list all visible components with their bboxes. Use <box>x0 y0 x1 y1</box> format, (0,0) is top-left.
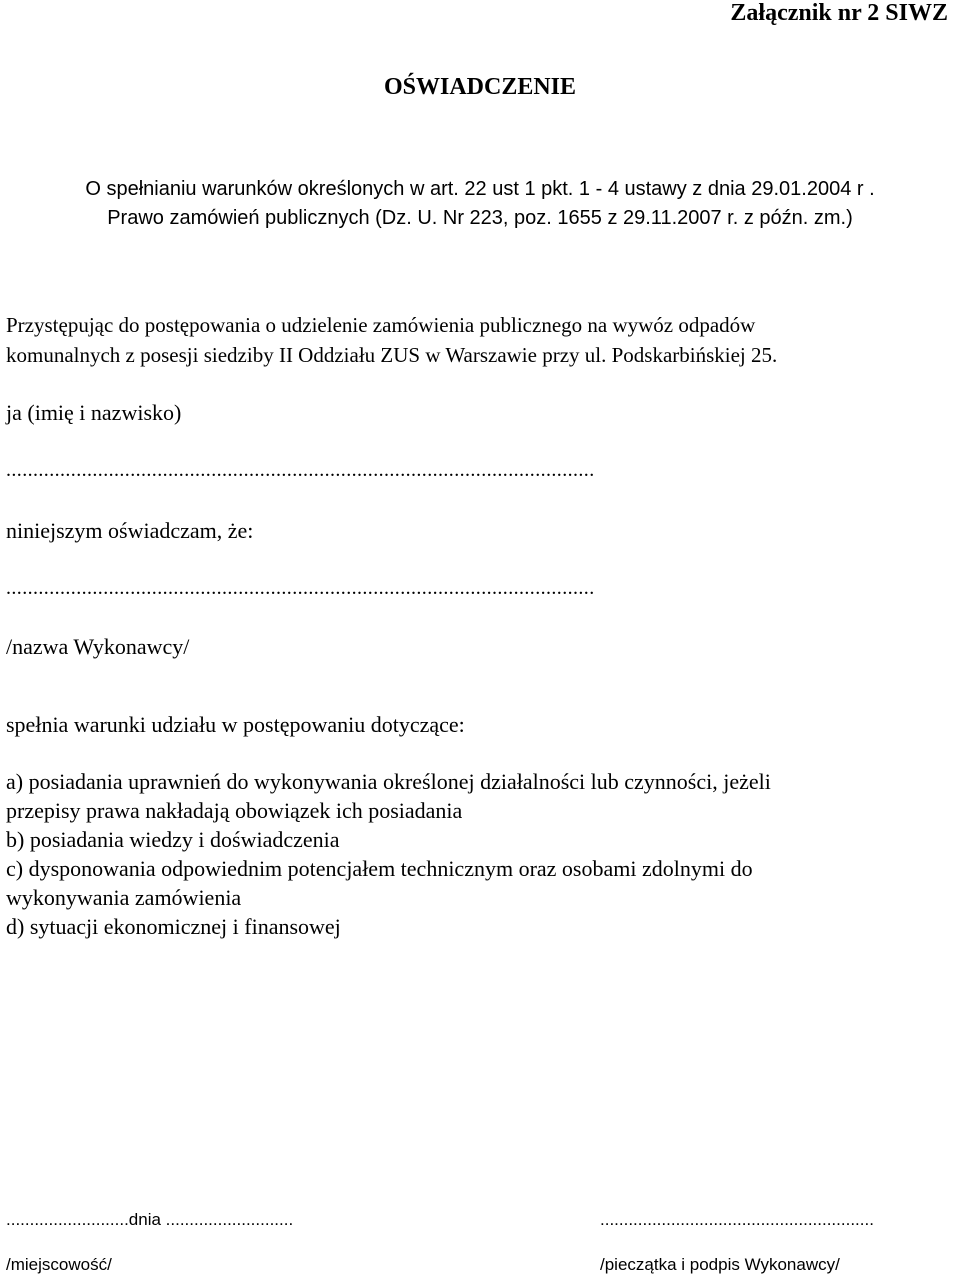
condition-line: przepisy prawa nakładają obowiązek ich posiadania <box>6 798 463 823</box>
annex-label: Załącznik nr 2 SIWZ <box>730 0 948 26</box>
condition-line: b) posiadania wiedzy i doświadczenia <box>6 827 340 852</box>
name-label: ja (imię i nazwisko) <box>6 400 182 425</box>
declare-label: niniejszym oświadczam, że: <box>6 518 254 543</box>
signature-fill-line[interactable]: .......................................................... <box>600 1210 874 1229</box>
document-title: OŚWIADCZENIE <box>383 74 577 100</box>
condition-line: d) sytuacji ekonomicznej i finansowej <box>6 914 341 939</box>
lead-line-1: O spełnianiu warunków określonych w art. 22 ust 1 pkt. 1 - 4 ustawy z dnia 29.01.2004 r . <box>85 178 875 200</box>
intro-line-2: komunalnych z posesji siedziby II Oddziału ZUS w Warszawie przy ul. Podskarbińskiej 25. <box>6 343 778 367</box>
intro-line-1: Przystępując do postępowania o udzielenie zamówienia publicznego na wywóz odpadów <box>6 313 756 337</box>
condition-line: wykonywania zamówienia <box>6 885 242 910</box>
place-caption: /miejscowość/ <box>6 1255 112 1274</box>
signature-caption: /pieczątka i podpis Wykonawcy/ <box>600 1255 840 1274</box>
contractor-fill-line[interactable]: ............................................................................................................. <box>6 577 595 599</box>
condition-line: a) posiadania uprawnień do wykonywania określonej działalności lub czynności, jeżeli <box>6 769 771 794</box>
name-fill-line[interactable]: ............................................................................................................. <box>6 459 595 481</box>
condition-line: c) dysponowania odpowiednim potencjałem technicznym oraz osobami zdolnymi do <box>6 856 753 881</box>
place-date-fill-line[interactable]: ..........................dnia ........................... <box>6 1210 294 1229</box>
contractor-caption: /nazwa Wykonawcy/ <box>6 634 190 659</box>
conditions-intro: spełnia warunki udziału w postępowaniu dotyczące: <box>6 712 465 737</box>
lead-line-2: Prawo zamówień publicznych (Dz. U. Nr 223, poz. 1655 z 29.11.2007 r. z późn. zm.) <box>107 207 853 229</box>
